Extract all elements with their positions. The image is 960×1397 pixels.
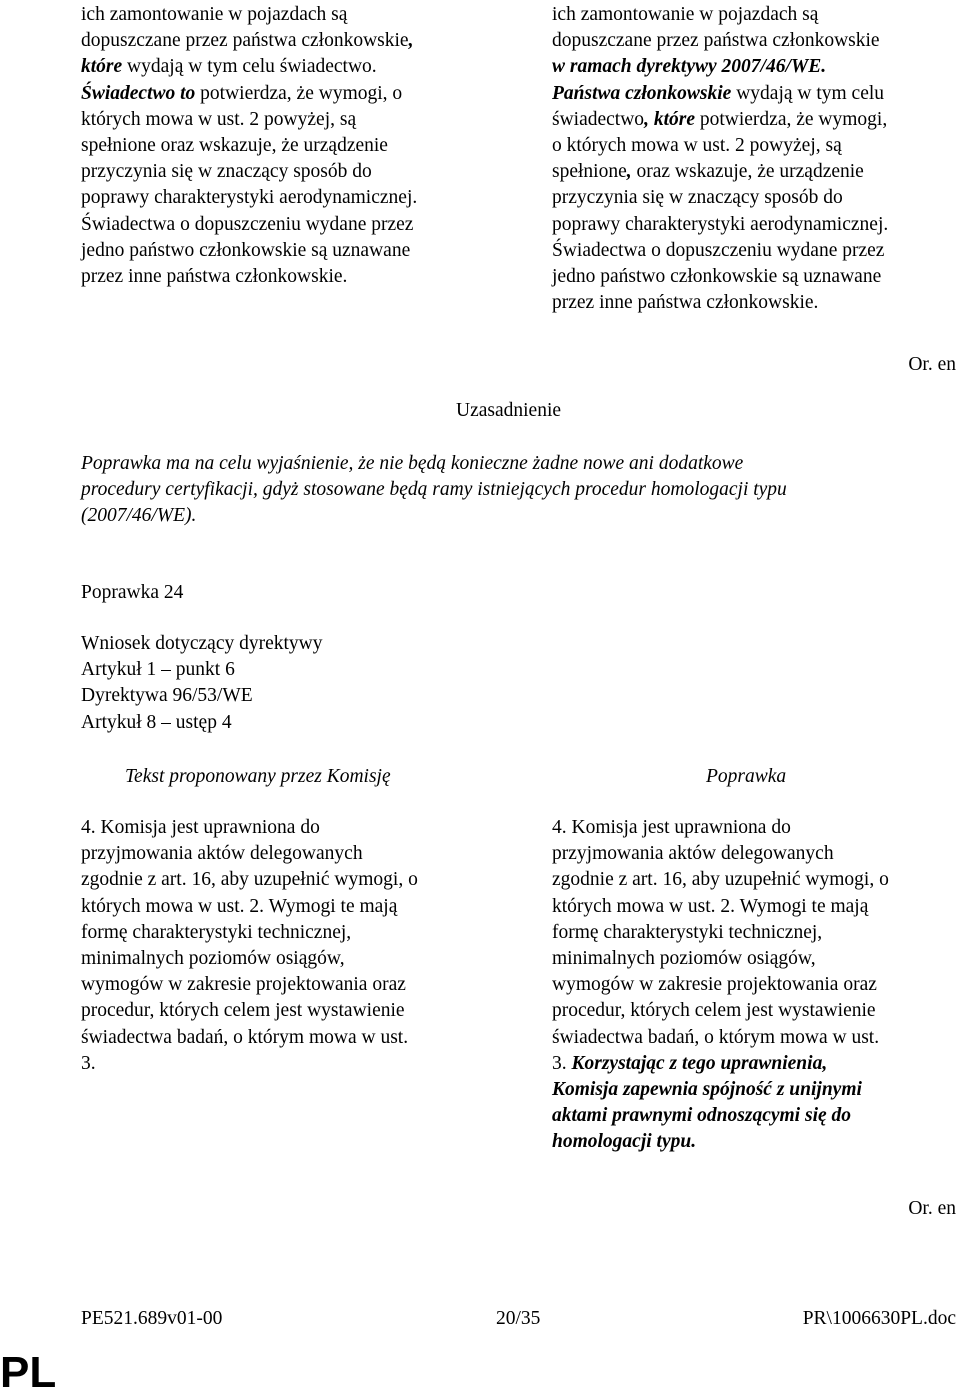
text-line: formę charakterystyki technicznej, (552, 921, 823, 943)
left-column-original-text (81, 2, 417, 290)
text-line: Świadectwo to potwierdza, że wymogi, o (81, 82, 403, 104)
text-line: 3. Korzystając z tego uprawnienia, (552, 1052, 828, 1074)
text-line: świadectwa badań, o którym mowa w ust. (81, 1026, 409, 1048)
language-code: PL (0, 1348, 57, 1397)
text-line: ich zamontowanie w pojazdach są (552, 4, 819, 25)
text-line: jedno państwo członkowskie są uznawane (81, 239, 411, 261)
text-line: 4. Komisja jest uprawniona do (552, 817, 791, 838)
text-line: zgodnie z art. 16, aby uzupełnić wymogi, o (81, 869, 418, 891)
text-line: dopuszczane przez państwa członkowskie, (81, 30, 414, 52)
directive-line: Dyrektywa 96/53/WE (81, 685, 253, 707)
original-language-note: Or. en (908, 1198, 956, 1219)
text-line: wymogów w zakresie projektowania oraz (81, 974, 406, 996)
text-line: spełnione, oraz wskazuje, że urządzenie (552, 161, 864, 183)
text-line: Poprawka ma na celu wyjaśnienie, że nie będą konieczne żadne nowe ani dodatkowe (81, 453, 744, 474)
amendment-number: Poprawka 24 (81, 582, 184, 603)
paragraph-line: Artykuł 8 – ustęp 4 (81, 711, 232, 733)
text-line: jedno państwo członkowskie są uznawane (552, 265, 882, 287)
text-line: poprawy charakterystyki aerodynamicznej. (81, 187, 418, 209)
text-line: wymogów w zakresie projektowania oraz (552, 974, 877, 996)
text-line: spełnione oraz wskazuje, że urządzenie (81, 134, 388, 156)
text-line: aktami prawnymi odnoszącymi się do (552, 1105, 852, 1127)
text-line: minimalnych poziomów osiągów, (81, 947, 345, 969)
text-line: które wydają w tym celu świadectwo. (81, 56, 377, 78)
right-column-amendment-text (552, 815, 889, 1155)
text-line: o których mowa w ust. 2 powyżej, są (552, 134, 842, 156)
text-line: Państwa członkowskie wydają w tym celu (552, 82, 885, 104)
text-line: Świadectwa o dopuszczeniu wydane przez (552, 239, 885, 261)
text-line: w ramach dyrektywy 2007/46/WE. (552, 56, 827, 78)
text-line: których mowa w ust. 2. Wymogi te mają (552, 895, 869, 917)
justification-title: Uzasadnienie (456, 400, 562, 421)
footer-file-name: PR\1006630PL.doc (802, 1308, 956, 1329)
justification-text (81, 451, 787, 530)
text-line: procedur, których celem jest wystawienie (552, 1000, 876, 1022)
left-column-commission-text (81, 815, 418, 1077)
text-line: przyczynia się w znaczący sposób do (552, 187, 843, 209)
text-line: (2007/46/WE). (81, 505, 197, 527)
text-line: zgodnie z art. 16, aby uzupełnić wymogi, o (552, 869, 889, 891)
right-column-amended-text (552, 2, 888, 316)
text-line: procedury certyfikacji, gdyż stosowane będą ramy istniejących procedur homologacji typu (81, 479, 787, 501)
text-line: których mowa w ust. 2 powyżej, są (81, 108, 357, 130)
proposal-line: Wniosek dotyczący dyrektywy (81, 633, 323, 654)
text-line: świadectwa badań, o którym mowa w ust. (552, 1026, 880, 1048)
text-line: 4. Komisja jest uprawniona do (81, 817, 320, 838)
text-line: minimalnych poziomów osiągów, (552, 947, 816, 969)
text-line: przyjmowania aktów delegowanych (552, 843, 834, 865)
footer-page-number: 20/35 (496, 1308, 541, 1329)
text-line: przyjmowania aktów delegowanych (81, 843, 363, 865)
original-language-note: Or. en (908, 354, 956, 375)
text-line: świadectwo, które potwierdza, że wymogi, (552, 108, 888, 130)
amendment-reference (81, 631, 323, 736)
column-heading-amendment: Poprawka (706, 766, 787, 787)
text-line: dopuszczane przez państwa członkowskie (552, 30, 880, 52)
column-heading-commission-text: Tekst proponowany przez Komisję (125, 766, 391, 787)
text-line: procedur, których celem jest wystawienie (81, 1000, 405, 1022)
text-line: ich zamontowanie w pojazdach są (81, 4, 348, 25)
text-line: których mowa w ust. 2. Wymogi te mają (81, 895, 398, 917)
text-line: przyczynia się w znaczący sposób do (81, 161, 372, 183)
text-line: Komisja zapewnia spójność z unijnymi (552, 1078, 862, 1100)
text-line: 3. (81, 1052, 96, 1074)
footer-document-reference: PE521.689v01-00 (81, 1308, 223, 1329)
text-line: formę charakterystyki technicznej, (81, 921, 352, 943)
text-line: poprawy charakterystyki aerodynamicznej. (552, 213, 889, 235)
text-line: Świadectwa o dopuszczeniu wydane przez (81, 213, 414, 235)
text-line: homologacji typu. (552, 1131, 697, 1153)
text-line: przez inne państwa członkowskie. (552, 292, 819, 314)
article-line: Artykuł 1 – punkt 6 (81, 659, 235, 681)
text-line: przez inne państwa członkowskie. (81, 265, 348, 287)
